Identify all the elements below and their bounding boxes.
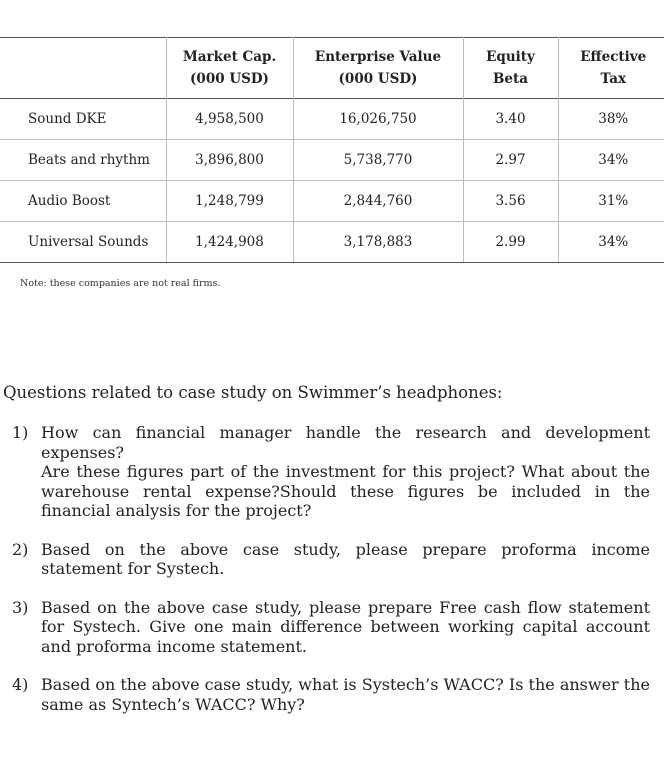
question-item [0,423,650,521]
effective-tax-cell: 38% [558,99,664,140]
table-header-row [0,38,664,99]
header-effective-tax: Effective Tax [558,38,664,99]
table-row [0,181,664,222]
question-text: Based on the above case study, what is Systech’s WACC? Is the answer the same as Syntech’s WACC? Why? [41,675,650,714]
question-text: How can financial manager handle the research and development expenses? [41,423,650,462]
questions-list [0,423,650,733]
effective-tax-cell: 34% [558,140,664,181]
question-text: Based on the above case study, please prepare proforma income statement for Systech. [41,539,650,578]
equity-beta-cell: 2.97 [463,140,558,181]
question-number: 3) [12,597,29,617]
enterprise-value-cell: 16,026,750 [293,99,463,140]
questions-title: Questions related to case study on Swimmer’s headphones: [3,383,503,402]
comparables-table [0,37,664,263]
header-equity-beta: Equity Beta [463,38,558,99]
question-text: Based on the above case study, please prepare Free cash flow statement for Systech. Give one main difference between working capital account and proforma income statement. [41,597,650,656]
effective-tax-cell: 31% [558,181,664,222]
company-name: Sound DKE [0,99,166,140]
header-market-cap: Market Cap. (000 USD) [166,38,293,99]
table-row [0,222,664,263]
equity-beta-cell: 3.40 [463,99,558,140]
question-item [0,675,650,714]
enterprise-value-cell: 2,844,760 [293,181,463,222]
question-number: 4) [12,675,29,694]
enterprise-value-cell: 3,178,883 [293,222,463,263]
question-number: 2) [12,539,29,559]
enterprise-value-cell: 5,738,770 [293,140,463,181]
market-cap-cell: 3,896,800 [166,140,293,181]
effective-tax-cell: 34% [558,222,664,263]
question-text: Are these figures part of the investment for this project? What about the warehouse rental expense?Should these figures be included in the financial analysis for the project? [41,462,650,520]
market-cap-cell: 1,424,908 [166,222,293,263]
company-name: Audio Boost [0,181,166,222]
header-blank [0,38,166,99]
question-item [0,540,650,579]
table-row [0,99,664,140]
company-name: Universal Sounds [0,222,166,263]
company-name: Beats and rhythm [0,140,166,181]
question-number: 1) [12,423,29,442]
table-note: Note: these companies are not real firms. [20,278,221,289]
market-cap-cell: 4,958,500 [166,99,293,140]
equity-beta-cell: 3.56 [463,181,558,222]
question-item [0,598,650,657]
equity-beta-cell: 2.99 [463,222,558,263]
header-enterprise-value: Enterprise Value (000 USD) [293,38,463,99]
market-cap-cell: 1,248,799 [166,181,293,222]
table-row [0,140,664,181]
